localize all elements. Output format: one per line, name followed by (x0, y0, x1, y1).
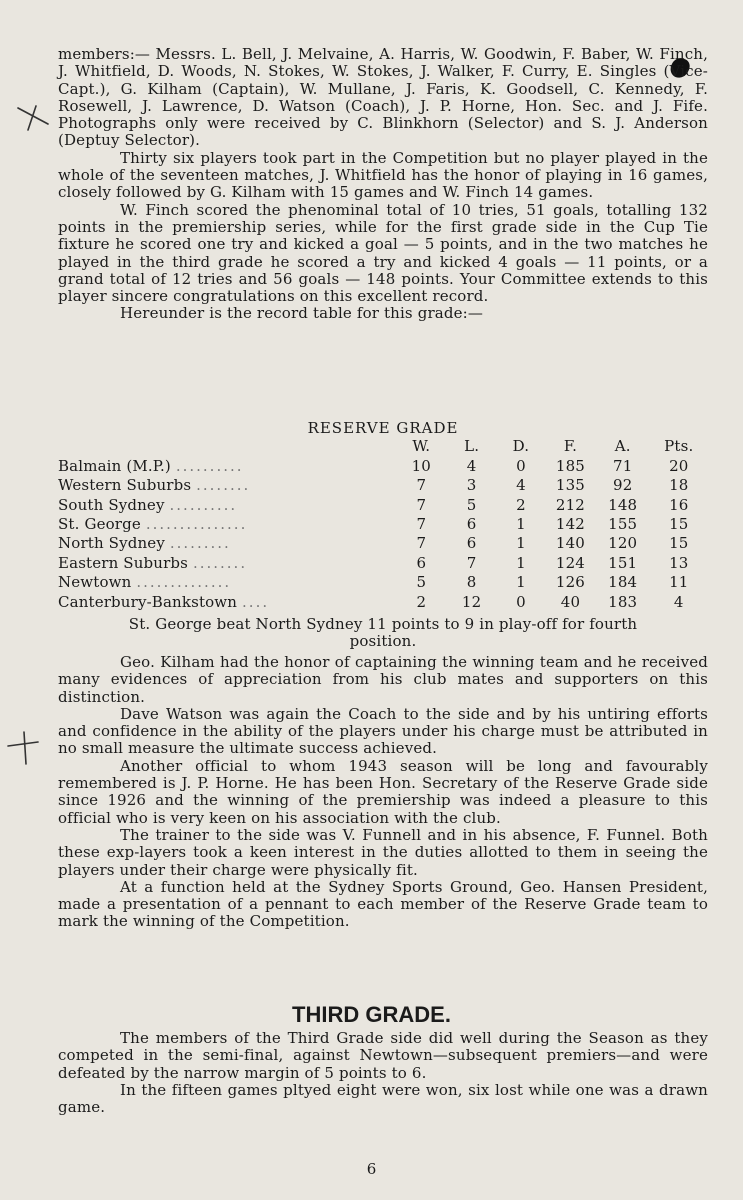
draws-cell: 0 (516, 592, 526, 611)
wins-cell: 10 (411, 456, 431, 475)
playoff-note: St. George beat North Sydney 11 points to 9 in play-off for fourth position. (128, 614, 638, 651)
captain-paragraph: Geo. Kilham had the honor of captaining the winning team and he received many evidences of appreciation from his club mates and supporters on this distinction. (58, 653, 708, 706)
team-name: Canterbury-Bankstown (58, 592, 238, 611)
team-name: South Sydney (58, 495, 165, 514)
draws-cell: 1 (516, 514, 526, 533)
header-a: A. (614, 437, 631, 456)
points-against-cell: 183 (608, 592, 638, 611)
table-row: Canterbury-Bankstown .... 2 12 0 40 183 4 (58, 593, 708, 612)
table-row: St. George ............... 7 6 1 142 155 15 (58, 515, 708, 534)
points-against-cell: 71 (613, 456, 633, 475)
points-for-cell: 212 (555, 495, 586, 514)
header-f: F. (563, 437, 578, 456)
team-name: Western Suburbs (58, 476, 192, 495)
coach-paragraph: Dave Watson was again the Coach to the side and by his untiring efforts and confidence in the ability of the players under his charge must be attributed in no small measure the ultimate success achieved. (58, 704, 708, 758)
losses-cell: 7 (466, 553, 477, 572)
points-against-cell: 184 (608, 573, 638, 592)
intro-section (58, 46, 708, 323)
table-title: RESERVE GRADE (307, 419, 459, 437)
third-grade-paragraph-2: In the fifteen games pltyed eight were won, six lost while one was a drawn game. (58, 1080, 708, 1117)
third-grade-paragraph-1: The members of the Third Grade side did well during the Season as they competed in the semi-final, against Newtown—subsequent premiers—and were defeated by the narrow margin of 5 points to 6. (58, 1029, 708, 1082)
wins-cell: 6 (416, 553, 427, 572)
page-number: 6 (366, 1160, 377, 1178)
points-for-cell: 40 (560, 592, 581, 611)
members-paragraph: members:— Messrs. L. Bell, J. Melvaine, A. Harris, W. Goodwin, F. Baber, W. Finch, J. Whitfield, D. Woods, N. Stokes, W. Stokes, J. Walker, F. Curry, E. Singles (Vice-Capt.), G. Kilham (Captain), W. Mullane, J. Faris, K. Goodsell, C. Kennedy, F. Rosewell, J. Lawrence, D. Watson (Coach), J. P. Horne, Hon. Sec. and J. Fife. Photographs only were received by C. Blinkhorn (Selector) and S. J. Anderson (Deptuy Selector). (58, 45, 708, 150)
competition-points-cell: 4 (673, 592, 684, 611)
wins-cell: 7 (416, 495, 427, 514)
losses-cell: 6 (466, 534, 477, 553)
points-for-cell: 185 (555, 456, 586, 475)
losses-cell: 12 (461, 592, 482, 611)
header-w: W. (412, 437, 431, 456)
losses-cell: 3 (466, 476, 477, 495)
section-heading: THIRD GRADE. (292, 1002, 451, 1027)
trainer-paragraph: The trainer to the side was V. Funnell and in his absence, F. Funnel. Both these exp-layers took a keen interest in the duties allotted to them in seeing the players under their charge were physically fit. (58, 825, 708, 879)
third-grade-section (58, 1030, 708, 1116)
draws-cell: 2 (516, 495, 526, 514)
losses-cell: 4 (466, 456, 477, 475)
reserve-grade-table-section (58, 420, 708, 651)
header-pts: Pts. (664, 437, 694, 456)
header-d: D. (512, 437, 530, 456)
draws-cell: 1 (516, 534, 526, 553)
competition-points-cell: 18 (669, 476, 689, 495)
points-against-cell: 148 (608, 495, 638, 514)
points-for-cell: 124 (555, 553, 586, 572)
reserve-grade-notes (58, 654, 708, 931)
table-row: Newtown .............. 5 8 1 126 184 11 (58, 573, 708, 592)
results-table (58, 437, 708, 612)
points-for-cell: 126 (555, 573, 586, 592)
wins-cell: 7 (416, 514, 427, 533)
team-name: St. George (58, 514, 141, 533)
table-row: North Sydney ......... 7 6 1 140 120 15 (58, 534, 708, 553)
points-against-cell: 120 (608, 534, 638, 553)
pencil-cross-mark-1 (14, 102, 54, 132)
team-name: Newtown (58, 573, 132, 592)
competition-points-cell: 20 (669, 456, 689, 475)
official-paragraph: Another official to whom 1943 season will be long and favourably remembered is J. P. Horne. He has been Hon. Secretary of the Reserve Grade side since 1926 and the winning of the premiership was indeed a pleasure to this official who is very keen on his association with the club. (58, 756, 708, 827)
table-row: Eastern Suburbs ........ 6 7 1 124 151 13 (58, 554, 708, 573)
table-row: South Sydney .......... 7 5 2 212 148 16 (58, 496, 708, 515)
draws-cell: 1 (516, 573, 526, 592)
table-header-row (58, 437, 708, 456)
table-row: Western Suburbs ........ 7 3 4 135 92 18 (58, 476, 708, 495)
points-for-cell: 135 (555, 476, 586, 495)
points-against-cell: 155 (608, 514, 638, 533)
losses-cell: 6 (466, 514, 477, 533)
draws-cell: 0 (516, 456, 526, 475)
points-for-cell: 142 (555, 514, 586, 533)
competition-points-cell: 13 (669, 553, 689, 572)
wins-cell: 2 (416, 592, 427, 611)
team-name: Balmain (M.P.) (58, 456, 171, 475)
competition-points-cell: 11 (669, 573, 689, 592)
losses-cell: 5 (466, 495, 477, 514)
points-against-cell: 92 (613, 476, 633, 495)
competition-points-cell: 16 (669, 495, 689, 514)
points-against-cell: 151 (608, 553, 638, 572)
table-row: Balmain (M.P.) .......... 10 4 0 185 71 20 (58, 457, 708, 476)
points-for-cell: 140 (555, 534, 586, 553)
wins-cell: 7 (416, 476, 427, 495)
wins-cell: 5 (416, 573, 427, 592)
competition-points-cell: 15 (669, 514, 689, 533)
header-l: L. (464, 437, 480, 456)
presentation-paragraph: At a function held at the Sydney Sports Ground, Geo. Hansen President, made a presentation of a pennant to each member of the Reserve Grade team to mark the winning of the Competition. (58, 877, 708, 931)
team-name: Eastern Suburbs (58, 553, 189, 572)
pencil-cross-mark-2 (4, 728, 44, 768)
team-name: North Sydney (58, 534, 165, 553)
losses-cell: 8 (466, 573, 477, 592)
competition-points-cell: 15 (669, 534, 689, 553)
finch-paragraph: W. Finch scored the phenominal total of 10 tries, 51 goals, totalling 132 points in the premiership series, while for the first grade side in the Cup Tie fixture he scored one try and kicked a goal — 5 points, and in the two matches he played in the third grade he scored a try and kicked 4 goals — 11 points, or a grand total of 12 tries and 56 goals — 148 points. Your Committee extends to this player sincere congratulations on this excellent record. (58, 200, 708, 306)
table-intro-paragraph: Hereunder is the record table for this grade:— (120, 304, 483, 323)
draws-cell: 4 (516, 476, 526, 495)
draws-cell: 1 (516, 553, 526, 572)
wins-cell: 7 (416, 534, 427, 553)
players-paragraph: Thirty six players took part in the Competition but no player played in the whole of the seventeen matches, J. Whitfield has the honor of playing in 16 games, closely followed by G. Kilham with 15 games and W. Finch 14 games. (58, 148, 708, 202)
